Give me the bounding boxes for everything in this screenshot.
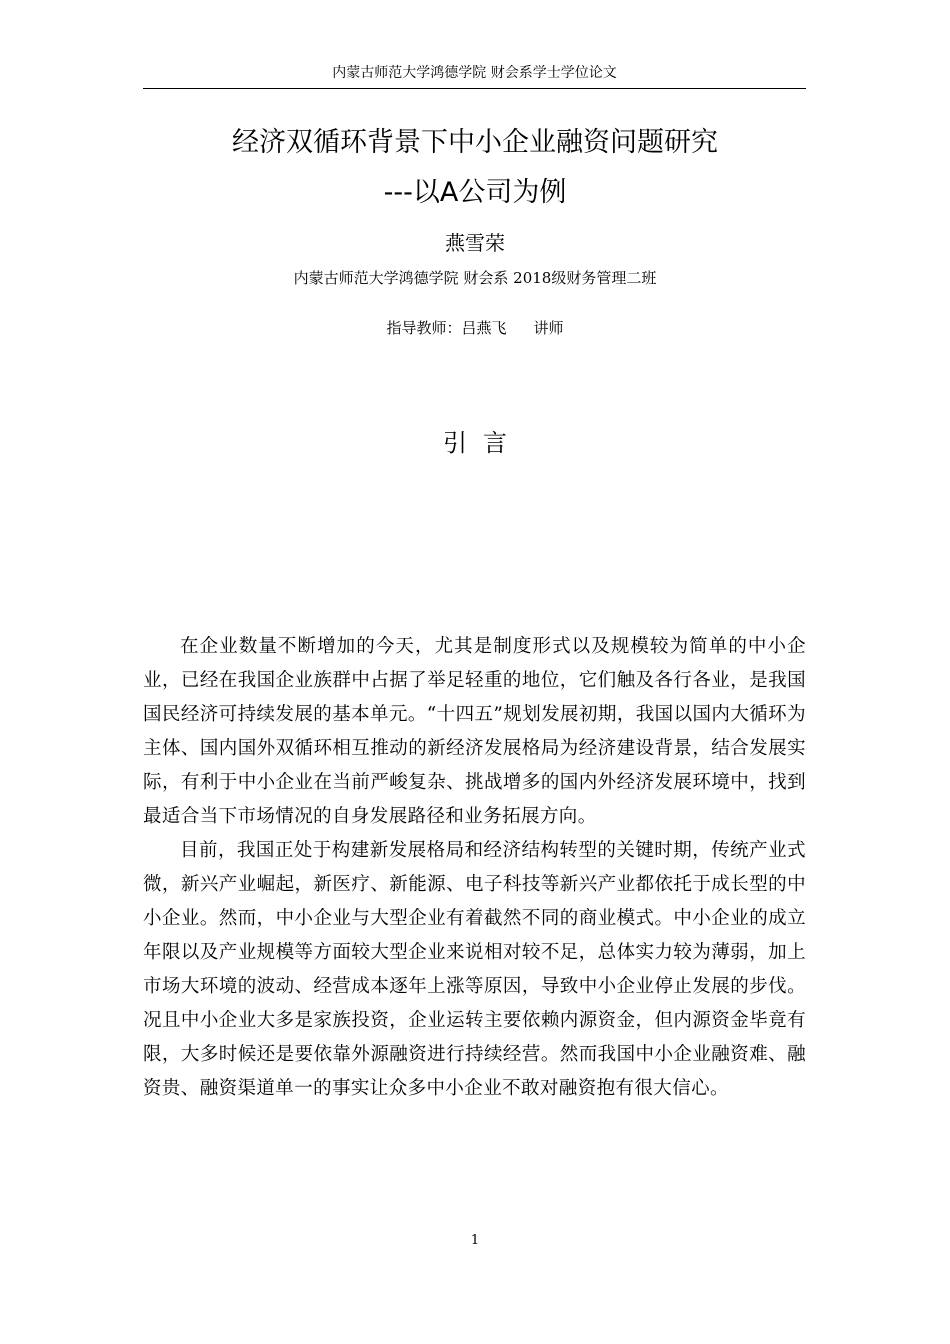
introduction-body [143, 630, 806, 1106]
page-number: 1 [470, 1233, 480, 1248]
advisor-line: 指导教师：吕燕飞 讲师 [386, 319, 564, 337]
paper-subtitle: ---以A公司为例 [383, 177, 567, 208]
running-header-text: 内蒙古师范大学鸿德学院 财会系学士学位论文 [332, 65, 617, 81]
author-affiliation: 内蒙古师范大学鸿德学院 财会系 2018级财务管理二班 [293, 269, 657, 287]
author-name: 燕雪荣 [445, 231, 505, 255]
paragraph-2: 目前，我国正处于构建新发展格局和经济结构转型的关键时期，传统产业式微，新兴产业崛起，新医疗、新能源、电子科技等新兴产业都依托于成长型的中小企业。然而，中小企业与大型企业有着截然不同的商业模式。中小企业的成立年限以及产业规模等方面较大型企业来说相对较不足，总体实力较为薄弱，加上市场大环境的波动、经营成本逐年上涨等原因，导致中小企业停止发展的步伐。况且中小企业大多是家族投资，企业运转主要依赖内源资金，但内源资金毕竟有限，大多时候还是要依靠外源融资进行持续经营。然而我国中小企业融资难、融资贵、融资渠道单一的事实让众多中小企业不敢对融资抱有很大信心。 [143, 840, 806, 1099]
paper-title: 经济双循环背景下中小企业融资问题研究 [232, 127, 718, 158]
section-heading-introduction: 引言 [443, 429, 523, 457]
paragraph-1: 在企业数量不断增加的今天，尤其是制度形式以及规模较为简单的中小企业，已经在我国企业族群中占据了举足轻重的地位，它们触及各行各业，是我国国民经济可持续发展的基本单元。“十四五”规划发展初期，我国以国内大循环为主体、国内国外双循环相互推动的新经济发展格局为经济建设背景，结合发展实际，有利于中小企业在当前严峻复杂、挑战增多的国内外经济发展环境中，找到最适合当下市场情况的自身发展路径和业务拓展方向。 [143, 636, 806, 827]
running-header [143, 64, 806, 89]
